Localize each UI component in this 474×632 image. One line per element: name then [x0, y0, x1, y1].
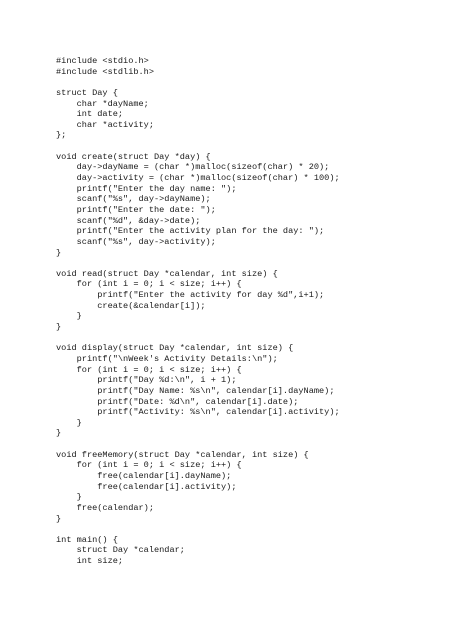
code-line: #include <stdio.h> — [56, 56, 149, 66]
code-line — [56, 524, 340, 535]
code-line: void freeMemory(struct Day *calendar, int size) { — [56, 449, 309, 460]
code-line: } — [56, 311, 82, 322]
code-line — [56, 77, 340, 88]
code-line: scanf("%s", day->activity); — [56, 236, 216, 247]
code-line: printf("Enter the date: "); — [56, 204, 216, 215]
code-listing — [56, 56, 340, 567]
code-line: scanf("%d", &day->date); — [56, 215, 201, 226]
code-line: } — [56, 417, 82, 428]
code-line: } — [56, 322, 62, 333]
code-line: int date; — [56, 109, 124, 120]
code-line: printf("Day Name: %s\n", calendar[i].dayName); — [56, 385, 335, 396]
code-line: int size; — [56, 556, 124, 567]
code-line: printf("Enter the activity for day %d",i+1); — [56, 290, 325, 301]
code-line: } — [56, 428, 62, 439]
code-line: char *activity; — [56, 119, 154, 130]
code-line: free(calendar[i].dayName); — [56, 470, 232, 481]
code-line: for (int i = 0; i < size; i++) { — [56, 364, 242, 375]
code-line: free(calendar); — [56, 502, 154, 513]
code-line: } — [56, 492, 82, 503]
code-line: struct Day { — [56, 87, 118, 98]
code-line: void read(struct Day *calendar, int size) { — [56, 268, 278, 279]
code-line: struct Day *calendar; — [56, 545, 185, 556]
code-line: printf("Day %d:\n", i + 1); — [56, 375, 237, 386]
code-line: printf("Date: %d\n", calendar[i].date); — [56, 396, 299, 407]
code-line: day->activity = (char *)malloc(sizeof(char) * 100); — [56, 173, 340, 184]
code-line: int main() { — [56, 534, 118, 545]
code-line: } — [56, 247, 62, 258]
code-line — [56, 258, 340, 269]
code-line: for (int i = 0; i < size; i++) { — [56, 279, 242, 290]
code-line: #include <stdlib.h> — [56, 66, 154, 77]
code-line — [56, 141, 340, 152]
code-line — [56, 333, 340, 344]
code-line: for (int i = 0; i < size; i++) { — [56, 460, 242, 471]
code-line: printf("Enter the activity plan for the day: "); — [56, 226, 325, 237]
code-line: } — [56, 513, 62, 524]
code-line: free(calendar[i].activity); — [56, 481, 237, 492]
code-line: printf("\nWeek's Activity Details:\n"); — [56, 353, 278, 364]
code-line: }; — [56, 130, 67, 141]
code-line: create(&calendar[i]); — [56, 300, 206, 311]
code-line: day->dayName = (char *)malloc(sizeof(char) * 20); — [56, 162, 330, 173]
code-line: scanf("%s", day->dayName); — [56, 194, 211, 205]
code-line: char *dayName; — [56, 98, 149, 109]
code-line: printf("Activity: %s\n", calendar[i].activity); — [56, 407, 340, 418]
code-line: printf("Enter the day name: "); — [56, 183, 237, 194]
code-line: void display(struct Day *calendar, int size) { — [56, 343, 294, 354]
code-line: void create(struct Day *day) { — [56, 151, 211, 162]
code-line — [56, 439, 340, 450]
